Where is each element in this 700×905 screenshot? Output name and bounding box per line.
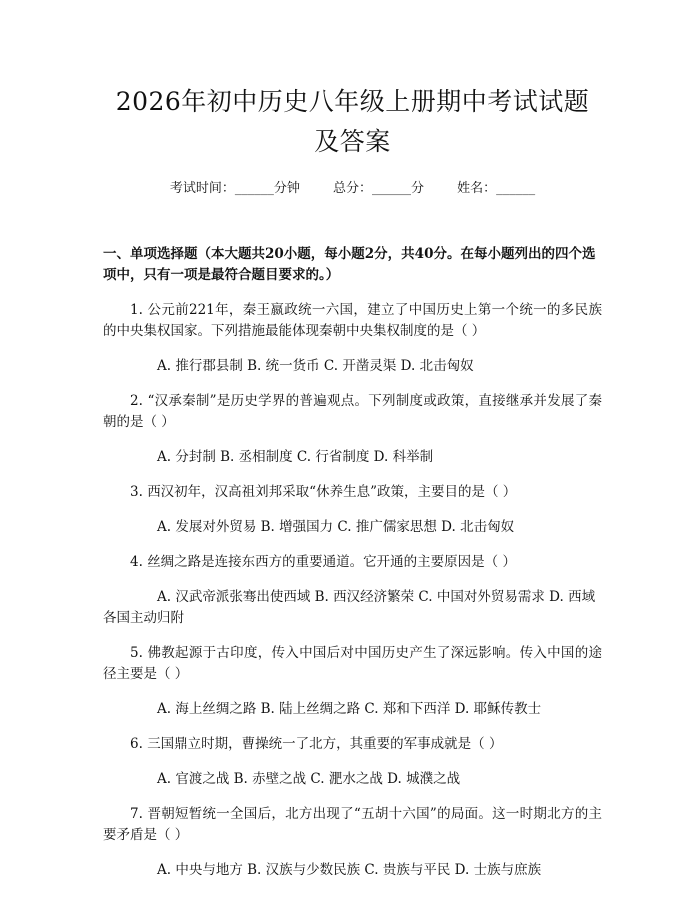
exam-total-score: 总分：______分	[332, 181, 424, 196]
question-stem	[103, 391, 602, 433]
document-title: 2026年初中历史八年级上册期中考试试题及答案	[115, 87, 590, 156]
question-options: A. 中央与地方 B. 汉族与少数民族 C. 贵族与平民 D. 士族与庶族	[157, 862, 542, 878]
question-stem	[103, 552, 602, 573]
question-number: 2.	[130, 393, 143, 409]
question-number: 1.	[130, 302, 143, 318]
question-stem	[103, 482, 602, 503]
question-stem	[103, 734, 602, 755]
question-options: A. 推行郡县制 B. 统一货币 C. 开凿灵渠 D. 北击匈奴	[157, 358, 474, 374]
question-options: A. 分封制 B. 丞相制度 C. 行省制度 D. 科举制	[157, 449, 434, 465]
question-number: 5.	[130, 645, 143, 661]
question-text: 西汉初年，汉高祖刘邦采取“休养生息”政策，主要目的是（ ）	[147, 484, 517, 500]
question-text: 佛教起源于古印度，传入中国后对中国历史产生了深远影响。传入中国的途径主要是（ ）	[103, 645, 602, 682]
student-name: 姓名：______	[457, 181, 536, 196]
question-text: 丝绸之路是连接东西方的重要通道。它开通的主要原因是（ ）	[147, 554, 516, 570]
question-options: A. 海上丝绸之路 B. 陆上丝绸之路 C. 郑和下西洋 D. 耶稣传教士	[157, 701, 542, 717]
question-text: 晋朝短暂统一全国后，北方出现了“五胡十六国”的局面。这一时期北方的主要矛盾是（ ）	[103, 806, 602, 843]
question-number: 4.	[130, 554, 143, 570]
question-stem	[103, 643, 602, 685]
exam-info	[103, 180, 602, 198]
question-text: 三国鼎立时期，曹操统一了北方，其重要的军事成就是（ ）	[147, 736, 503, 752]
question-stem	[103, 300, 602, 342]
question-number: 6.	[130, 736, 143, 752]
question-stem	[103, 804, 602, 846]
question-options: A. 官渡之战 B. 赤壁之战 C. 淝水之战 D. 城濮之战	[157, 771, 461, 787]
section-heading: 一、单项选择题（本大题共20小题，每小题2分，共40分。在每小题列出的四个选项中，只有一项是最符合题目要求的。）	[103, 246, 596, 283]
question-text: 公元前221年，秦王嬴政统一六国，建立了中国历史上第一个统一的多民族的中央集权国家。下列措施最能体现秦朝中央集权制度的是（ ）	[103, 302, 602, 339]
question-number: 7.	[130, 806, 143, 822]
question-number: 3.	[130, 484, 143, 500]
question-text: “汉承秦制”是历史学界的普遍观点。下列制度或政策，直接继承并发展了秦朝的是（ ）	[103, 393, 602, 430]
question-options: A. 发展对外贸易 B. 增强国力 C. 推广儒家思想 D. 北击匈奴	[157, 519, 515, 535]
question-options: A. 汉武帝派张骞出使西域 B. 西汉经济繁荣 C. 中国对外贸易需求 D. 西域各国主动归附	[103, 589, 596, 626]
exam-time: 考试时间：______分钟	[169, 181, 300, 196]
